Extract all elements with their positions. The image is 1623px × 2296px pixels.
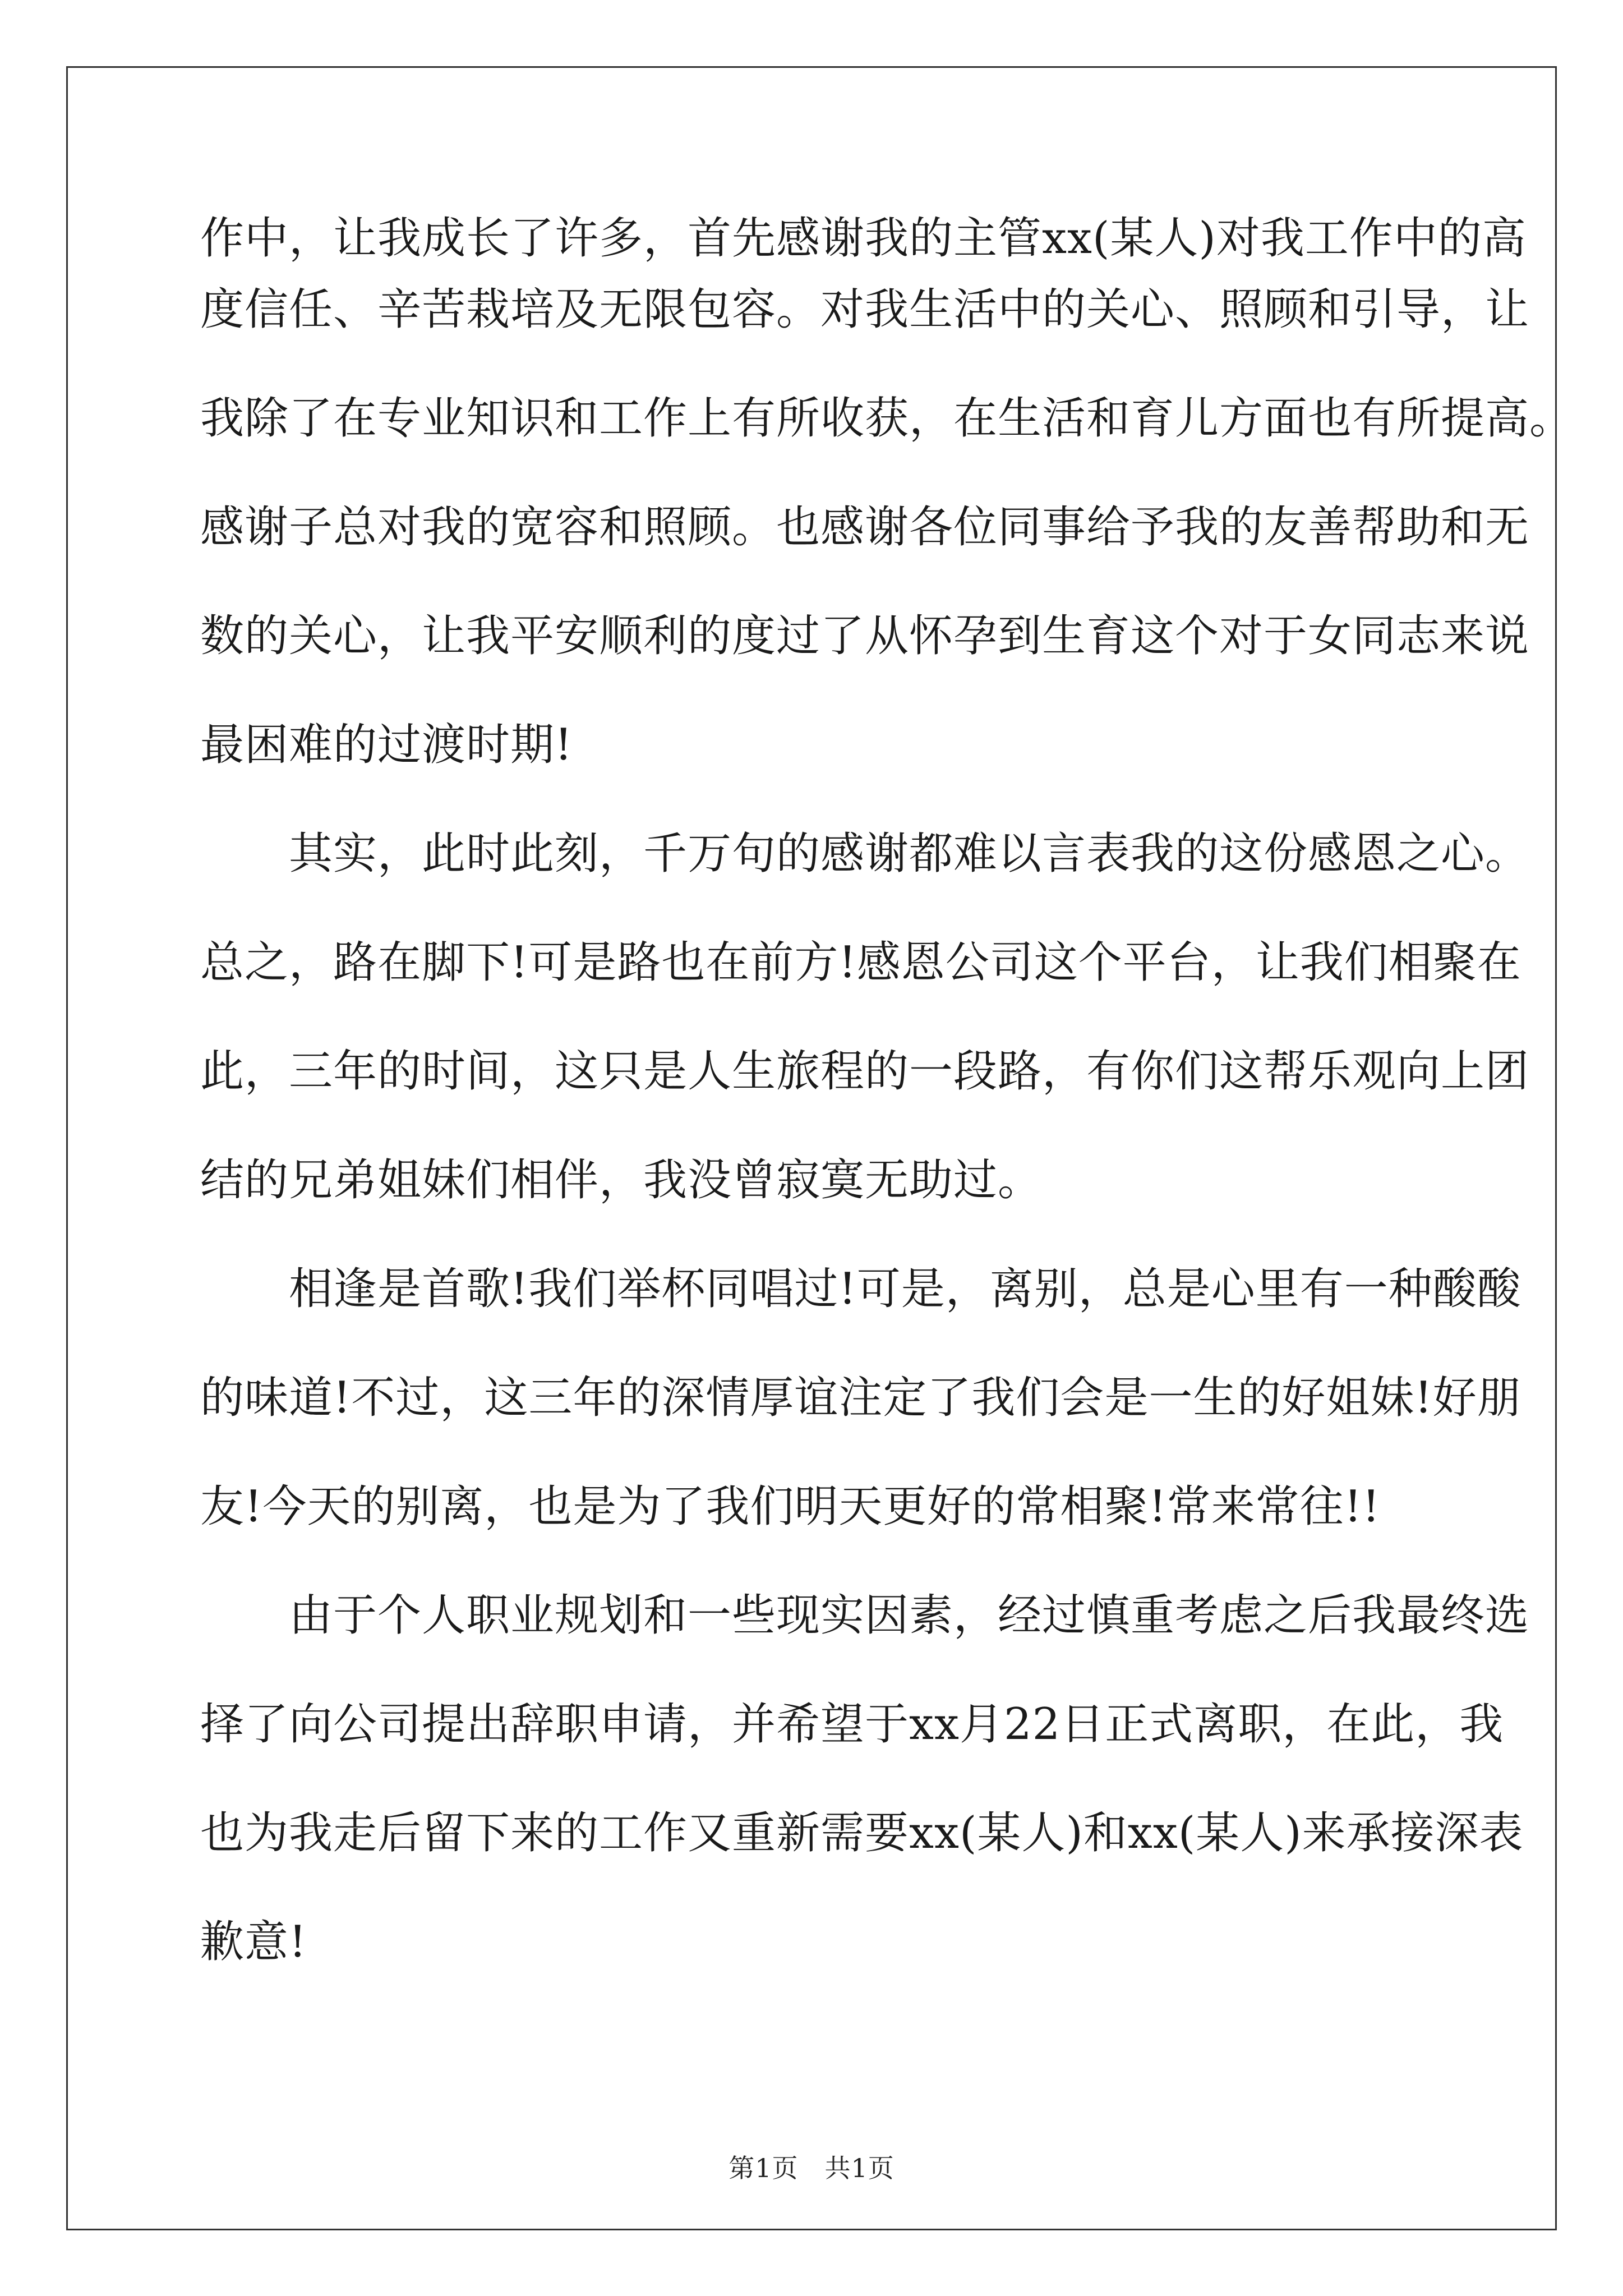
text-line: 其实，此时此刻，千万句的感谢都难以言表我的这份感恩之心。 (200, 829, 1530, 879)
text-line: 此，三年的时间，这只是人生旅程的一段路，有你们这帮乐观向上团 (200, 1046, 1530, 1097)
text-line: 作中，让我成长了许多，首先感谢我的主管xx(某人)对我工作中的高 (200, 213, 1527, 264)
text-line: 相逢是首歌!我们举杯同唱过!可是，离别，总是心里有一种酸酸 (200, 1264, 1521, 1314)
text-line: 数的关心，让我平安顺利的度过了从怀孕到生育这个对于女同志来说 (200, 611, 1530, 661)
page-number: 第1页 共1页 (728, 2153, 895, 2183)
text-line: 总之，路在脚下!可是路也在前方!感恩公司这个平台，让我们相聚在 (200, 937, 1521, 988)
text-line: 由于个人职业规划和一些现实因素，经过慎重考虑之后我最终选 (200, 1590, 1530, 1641)
text-line: 最困难的过渡时期! (200, 720, 573, 770)
text-line: 感谢子总对我的宽容和照顾。也感谢各位同事给予我的友善帮助和无 (200, 502, 1530, 553)
text-line: 的味道!不过，这三年的深情厚谊注定了我们会是一生的好姐妹!好朋 (200, 1373, 1521, 1423)
text-line: 度信任、辛苦栽培及无限包容。对我生活中的关心、照顾和引导，让 (200, 284, 1530, 335)
text-line: 也为我走后留下来的工作又重新需要xx(某人)和xx(某人)来承接深表 (200, 1808, 1524, 1858)
text-line: 我除了在专业知识和工作上有所收获，在生活和育儿方面也有所提高。 (200, 393, 1574, 444)
text-line: 友!今天的别离，也是为了我们明天更好的常相聚!常来常往!! (200, 1481, 1381, 1532)
text-line: 结的兄弟姐妹们相伴，我没曾寂寞无助过。 (200, 1155, 1043, 1205)
text-line: 歉意! (200, 1917, 307, 1967)
text-line: 择了向公司提出辞职申请，并希望于xx月22日正式离职，在此，我 (200, 1699, 1504, 1750)
document-body (200, 213, 1574, 1996)
